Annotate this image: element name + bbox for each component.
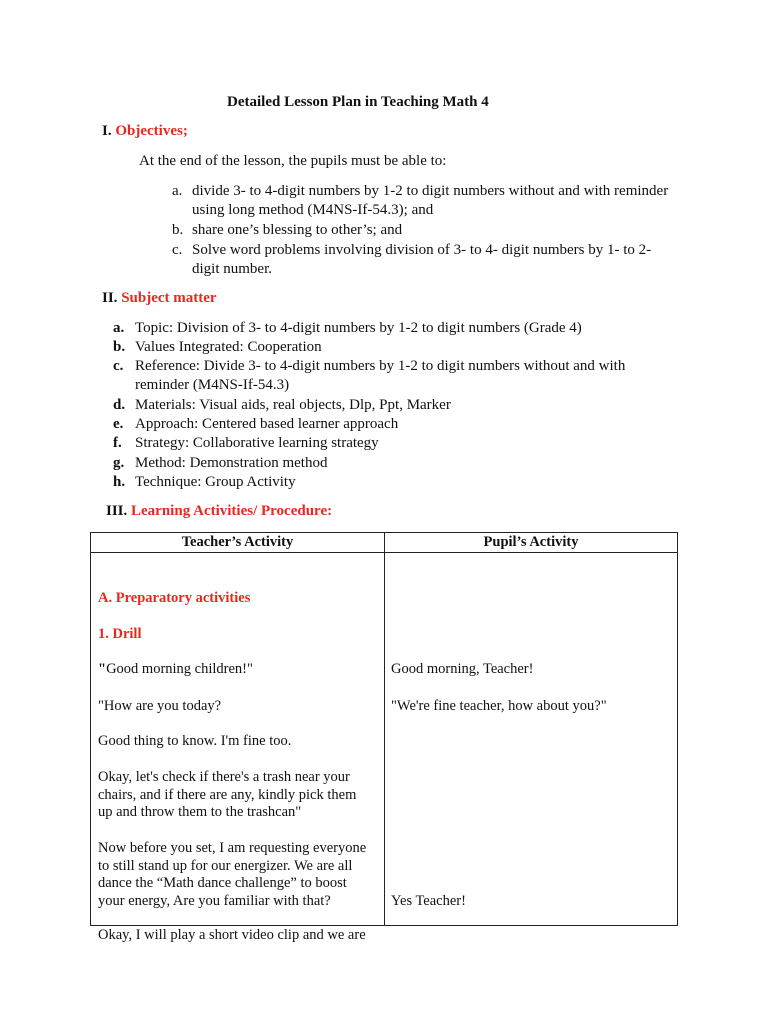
teacher-activity-cell bbox=[91, 553, 385, 943]
subject-text-line: Strategy: Collaborative learning strategy bbox=[135, 435, 379, 451]
teacher-energizer-line: to still stand up for our energizer. We are all bbox=[98, 857, 353, 874]
subject-text-line: Topic: Division of 3- to 4-digit numbers by 1-2 to digit numbers (Grade 4) bbox=[135, 320, 582, 336]
subject-text-line: Values Integrated: Cooperation bbox=[135, 339, 322, 355]
subject-marker: b. bbox=[113, 339, 126, 355]
table-header-row bbox=[91, 533, 678, 553]
subject-marker: e. bbox=[113, 416, 124, 432]
teacher-energizer-line: Now before you set, I am requesting everyone bbox=[98, 840, 367, 856]
subject-text-line: Method: Demonstration method bbox=[135, 455, 328, 471]
objective-text-line: digit number. bbox=[192, 261, 272, 277]
pupil-yes: Yes Teacher! bbox=[391, 892, 466, 909]
subject-text-line: reminder (M4NS-If-54.3) bbox=[135, 377, 290, 393]
subject-marker: g. bbox=[113, 455, 125, 471]
pupil-activity-header: Pupil’s Activity bbox=[385, 533, 678, 553]
subject-marker: f. bbox=[113, 435, 122, 451]
teacher-fine-too: Good thing to know. I'm fine too. bbox=[98, 733, 292, 749]
subject-marker: c. bbox=[113, 358, 124, 374]
teacher-trash-line: chairs, and if there are any, kindly pick them bbox=[98, 786, 357, 803]
drill-heading: 1. Drill bbox=[98, 626, 142, 642]
pupil-greeting: Good morning, Teacher! bbox=[391, 661, 534, 677]
subject-matter-title: Subject matter bbox=[121, 290, 217, 306]
objective-text-line: share one’s blessing to other’s; and bbox=[192, 222, 403, 238]
objectives-intro: At the end of the lesson, the pupils must be able to: bbox=[139, 153, 447, 169]
pupil-activity-cell bbox=[385, 553, 678, 926]
objectives-numeral: I. bbox=[102, 123, 112, 139]
subject-text-line: Materials: Visual aids, real objects, Dlp, Ppt, Marker bbox=[135, 397, 451, 413]
activity-table bbox=[90, 532, 678, 943]
objective-text-line: Solve word problems involving division of 3- to 4- digit numbers by 1- to 2- bbox=[192, 242, 652, 258]
document-title: Detailed Lesson Plan in Teaching Math 4 bbox=[227, 94, 489, 110]
objective-marker: b. bbox=[172, 222, 184, 238]
subject-marker: h. bbox=[113, 474, 126, 490]
preparatory-activities-heading: A. Preparatory activities bbox=[98, 590, 251, 606]
teacher-trash-line: Okay, let's check if there's a trash near your bbox=[98, 769, 350, 785]
learning-activities-numeral: III. bbox=[106, 503, 128, 519]
objectives-heading bbox=[102, 123, 188, 140]
subject-matter-numeral: II. bbox=[102, 290, 118, 306]
subject-matter-heading bbox=[102, 290, 217, 307]
teacher-energizer-line: your energy, Are you familiar with that? bbox=[98, 892, 331, 909]
subject-text-line: Approach: Centered based learner approach bbox=[135, 416, 399, 432]
quote-mark: " bbox=[98, 661, 107, 677]
teacher-energizer-line: dance the “Math dance challenge” to boost bbox=[98, 875, 347, 891]
teacher-video-line: Okay, I will play a short video clip and we are bbox=[98, 927, 366, 943]
objective-text-line: divide 3- to 4-digit numbers by 1-2 to digit numbers without and with reminder bbox=[192, 183, 669, 199]
learning-activities-heading bbox=[106, 503, 332, 520]
subject-text-line: Reference: Divide 3- to 4-digit numbers by 1-2 to digit numbers without and with bbox=[135, 358, 626, 374]
teacher-how-are-you: "How are you today? bbox=[98, 698, 222, 714]
subject-marker: a. bbox=[113, 320, 125, 336]
objective-marker: a. bbox=[172, 183, 183, 199]
teacher-trash-line: up and throw them to the trashcan" bbox=[98, 804, 302, 820]
learning-activities-title: Learning Activities/ Procedure: bbox=[131, 503, 333, 519]
teacher-greeting-text: Good morning children!" bbox=[106, 661, 253, 677]
objectives-title: Objectives; bbox=[115, 123, 188, 139]
objective-text-line: using long method (M4NS-If-54.3); and bbox=[192, 202, 434, 218]
teacher-greeting bbox=[98, 661, 253, 679]
pupil-fine: "We're fine teacher, how about you?" bbox=[391, 698, 607, 714]
subject-marker: d. bbox=[113, 397, 126, 413]
teacher-activity-header: Teacher’s Activity bbox=[91, 533, 385, 553]
table-row bbox=[91, 553, 678, 926]
subject-text-line: Technique: Group Activity bbox=[135, 474, 296, 490]
objective-marker: c. bbox=[172, 242, 183, 258]
